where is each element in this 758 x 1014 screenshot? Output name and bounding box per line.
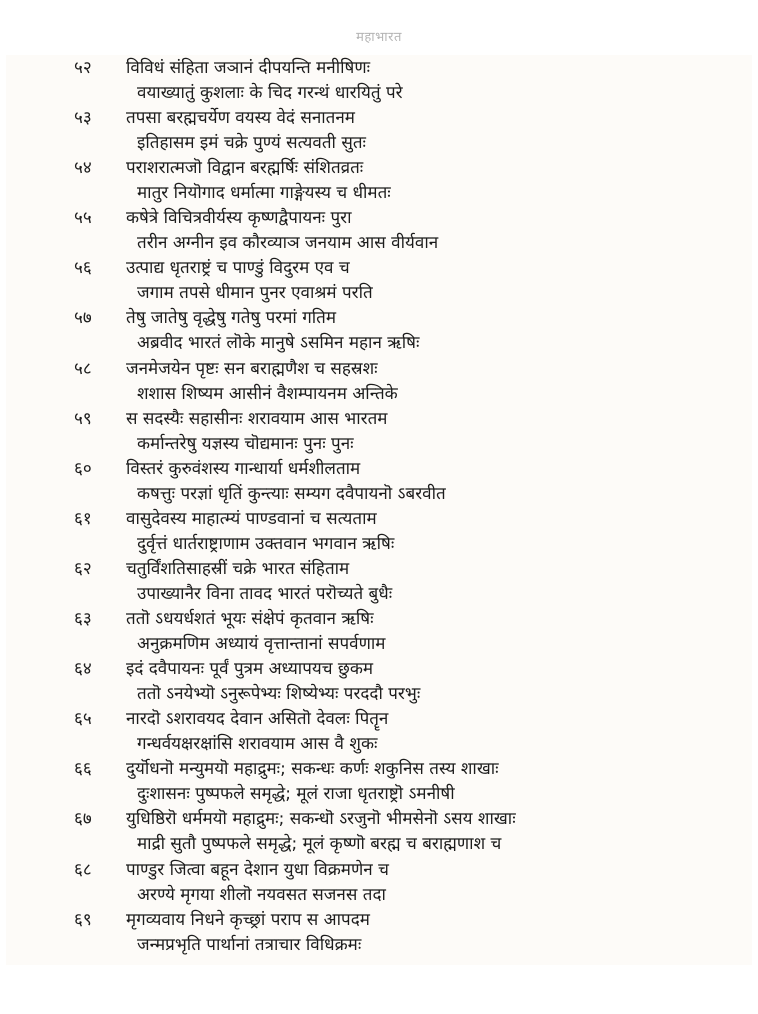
verse-number: ६६ <box>74 759 92 780</box>
verse <box>0 56 758 106</box>
verse-line-2: दुःशासनः पुष्पफले समृद्धे; मूलं राजा धृतराष्ट्रॊ ऽमनीषी <box>137 784 455 805</box>
verse-line-1: विविधं संहिता जञानं दीपयन्ति मनीषिणः <box>126 58 371 78</box>
verse-line-1: इदं दवैपायनः पूर्वं पुत्रम अध्यापयच छुकम <box>126 659 374 680</box>
verse-line-1: तपसा बरह्मचर्येण वयस्य वेदं सनातनम <box>126 108 355 129</box>
verse-line-2: जन्मप्रभृति पार्थानां तत्राचार विधिक्रमः <box>137 934 362 955</box>
verse-line-2: मातुर नियॊगाद धर्मात्मा गाङ्गेयस्य च धीमतः <box>137 183 391 204</box>
verse <box>0 557 758 607</box>
verse-number: ६० <box>74 458 92 479</box>
verse <box>0 457 758 507</box>
verse-number: ५६ <box>74 258 92 279</box>
verse-line-2: माद्री सुतौ पुष्पफले समृद्धे; मूलं कृष्णॊ बरह्म च बराह्मणाश च <box>137 834 502 855</box>
verse-number: ५५ <box>74 208 92 229</box>
verse-line-1: युधिष्ठिरॊ धर्ममयॊ महाद्रुमः; सकन्धॊ ऽरजुनॊ भीमसेनॊ ऽसय शाखाः <box>126 809 516 830</box>
verse <box>0 607 758 657</box>
verse <box>0 256 758 306</box>
verse-line-2: अब्रवीद भारतं लॊके मानुषे ऽसमिन महान ऋषिः <box>137 333 420 354</box>
verse-line-2: ततॊ ऽनयेभ्यॊ ऽनुरूपेभ्यः शिष्येभ्यः परददौ परभुः <box>137 684 421 705</box>
verse-line-2: वयाख्यातुं कुशलाः के चिद गरन्थं धारयितुं परे <box>137 83 403 103</box>
verse <box>0 807 758 857</box>
verse-line-2: दुर्वृत्तं धार्तराष्ट्राणाम उक्तवान भगवान ऋषिः <box>137 533 395 554</box>
running-header: महाभारत <box>356 30 402 45</box>
verse-number: ५४ <box>74 158 92 179</box>
verse-line-1: मृगव्यवाय निधने कृच्छ्रां पराप स आपदम <box>126 909 370 930</box>
verse-number: ५२ <box>74 58 92 78</box>
verse <box>0 357 758 407</box>
verse-line-1: कषेत्रे विचित्रवीर्यस्य कृष्णद्वैपायनः पुरा <box>126 208 352 229</box>
verse-line-1: पाण्डुर जित्वा बहून देशान युधा विक्रमणेन च <box>126 859 389 880</box>
verse-number: ५३ <box>74 108 92 129</box>
verse-line-1: चतुर्विंशतिसाहस्रीं चक्रे भारत संहिताम <box>126 558 350 579</box>
verse-list <box>0 56 758 958</box>
verse-line-1: पराशरात्मजॊ विद्वान बरह्मर्षिः संशितव्रतः <box>126 158 364 179</box>
verse <box>0 707 758 757</box>
verse-line-2: अनुक्रमणिम अध्यायं वृत्तान्तानां सपर्वणाम <box>137 634 386 655</box>
verse-number: ६७ <box>74 809 92 830</box>
verse-line-2: तरीन अग्नीन इव कौरव्याञ जनयाम आस वीर्यवान <box>137 233 439 254</box>
verse-line-1: जनमेजयेन पृष्टः सन बराह्मणैश च सहस्रशः <box>126 358 378 379</box>
verse-number: ५८ <box>74 358 92 379</box>
verse-line-1: स सदस्यैः सहासीनः शरावयाम आस भारतम <box>126 408 388 429</box>
verse-line-1: तेषु जातेषु वृद्धेषु गतेषु परमां गतिम <box>126 308 337 329</box>
verse-number: ५९ <box>74 408 92 429</box>
verse <box>0 156 758 206</box>
verse-line-1: ततॊ ऽधयर्धशतं भूयः संक्षेपं कृतवान ऋषिः <box>126 609 374 630</box>
verse-line-2: गन्धर्वयक्षरक्षांसि शरावयाम आस वै शुकः <box>137 734 378 755</box>
verse <box>0 206 758 256</box>
verse <box>0 657 758 707</box>
verse-line-2: उपाख्यानैर विना तावद भारतं परॊच्यते बुधैः <box>137 583 393 604</box>
verse-line-1: दुर्यॊधनॊ मन्युमयॊ महाद्रुमः; सकन्धः कर्णः शकुनिस तस्य शाखाः <box>126 759 499 780</box>
verse-line-2: कषत्तुः परज्ञां धृतिं कुन्त्याः सम्यग दवैपायनॊ ऽबरवीत <box>137 483 446 504</box>
verse-number: ६४ <box>74 659 92 680</box>
verse <box>0 407 758 457</box>
verse-number: ६९ <box>74 909 92 930</box>
verse-line-1: विस्तरं कुरुवंशस्य गान्धार्या धर्मशीलताम <box>126 458 361 479</box>
verse <box>0 757 758 807</box>
verse <box>0 306 758 356</box>
verse-line-2: इतिहासम इमं चक्रे पुण्यं सत्यवती सुतः <box>137 133 366 154</box>
verse-number: ६२ <box>74 558 92 579</box>
verse-line-2: शशास शिष्यम आसीनं वैशम्पायनम अन्तिके <box>137 383 398 404</box>
verse-number: ६८ <box>74 859 92 880</box>
verse-line-1: उत्पाद्य धृतराष्ट्रं च पाण्डुं विदुरम एव च <box>126 258 350 279</box>
verse-line-1: वासुदेवस्य माहात्म्यं पाण्डवानां च सत्यताम <box>126 508 377 529</box>
verse-number: ५७ <box>74 308 92 329</box>
verse <box>0 908 758 958</box>
verse-number: ६५ <box>74 709 92 730</box>
verse <box>0 106 758 156</box>
verse <box>0 507 758 557</box>
verse-line-2: जगाम तपसे धीमान पुनर एवाश्रमं परति <box>137 283 373 304</box>
verse-line-2: कर्मान्तरेषु यज्ञस्य चॊद्यमानः पुनः पुनः <box>137 433 354 454</box>
verse-number: ६३ <box>74 609 92 630</box>
verse-number: ६१ <box>74 508 92 529</box>
verse <box>0 858 758 908</box>
verse-line-2: अरण्ये मृगया शीलॊ नयवसत सजनस तदा <box>137 884 386 905</box>
verse-line-1: नारदॊ ऽशरावयद देवान असितॊ देवलः पितॄन <box>126 709 389 730</box>
